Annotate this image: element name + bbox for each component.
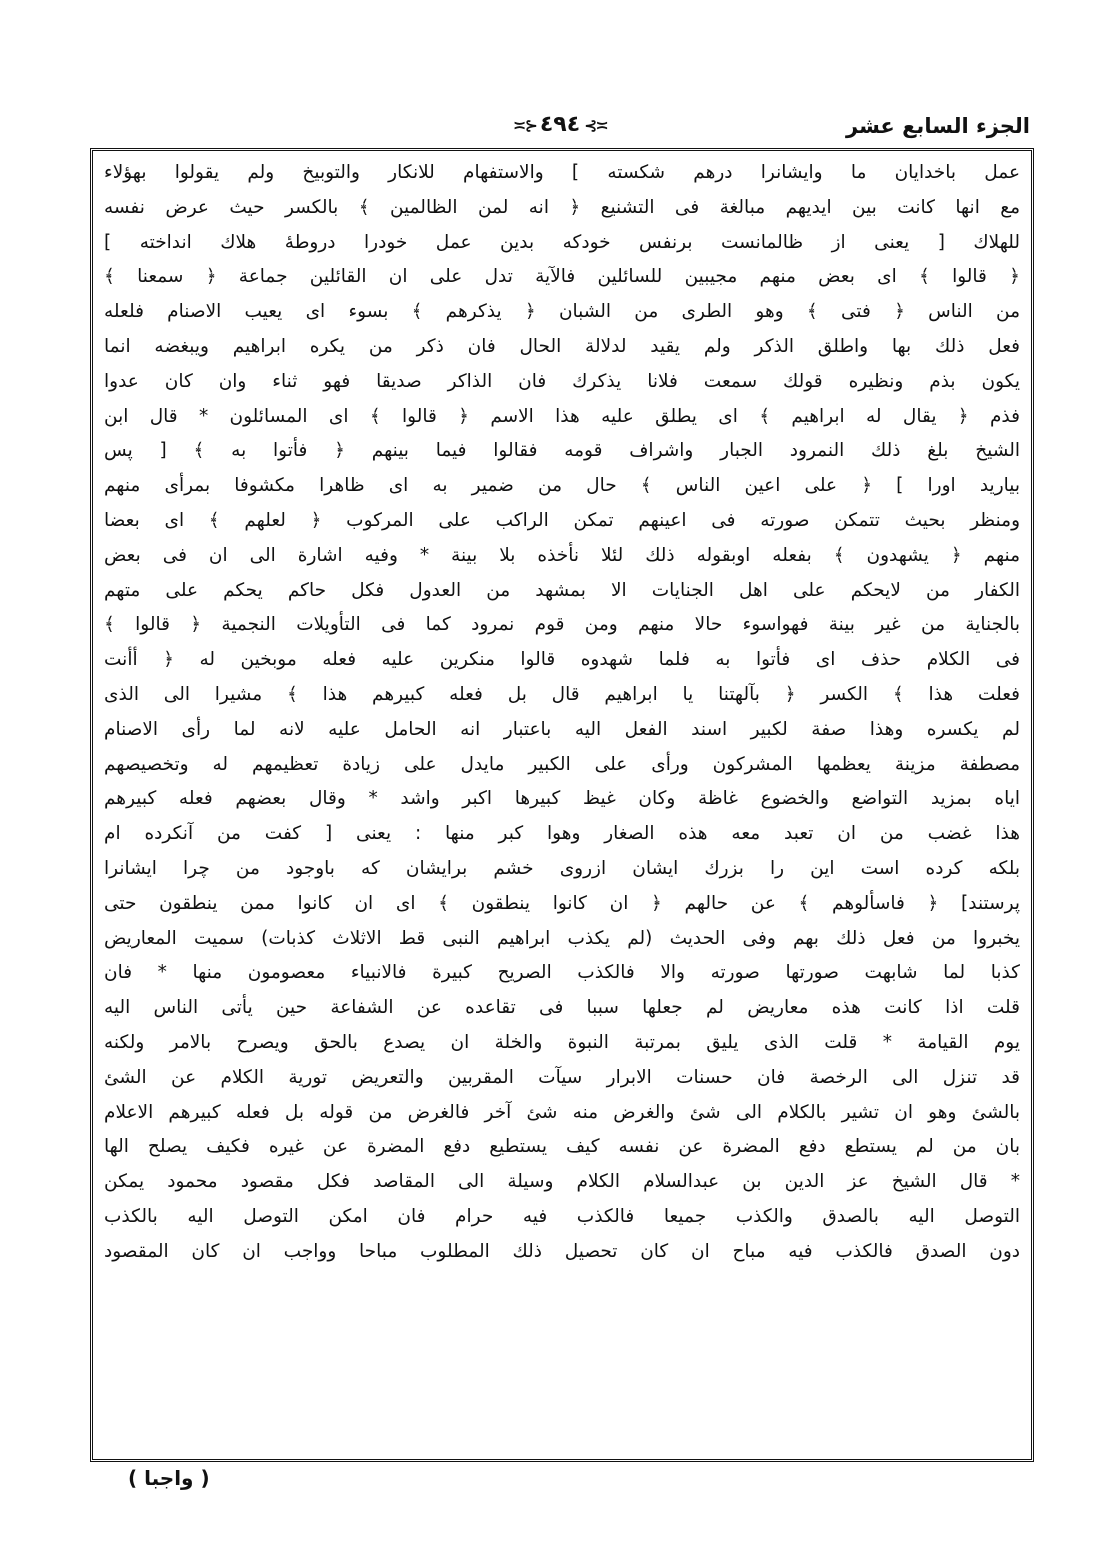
text-line: هذا غضب من ان تعبد معه هذه الصغار وهوا كبر منها : يعنى [ كفت من آنكرده ام <box>104 823 1020 845</box>
text-line: ومنظر بحيث تتمكن صورته فى اعينهم تمكن الراكب على المركوب ﴿ لعلهم ﴾ اى بعضا <box>104 509 1020 531</box>
text-line: قد تنزل الى الرخصة فان حسنات الابرار سيآت المقربين والتعريض تورية الكلام عن الشئ <box>104 1066 1020 1088</box>
text-line: فذم ﴿ يقال له ابراهيم ﴾ اى يطلق عليه هذا الاسم ﴿ قالوا ﴾ اى المسائلون * قال ابن <box>104 405 1020 427</box>
ornament-right-icon: ≍⊱ <box>584 115 607 135</box>
text-line: بالجناية من غير بينة فهواسوء حالا منهم ومن قوم نمرود كما فى التأويلات النجمية ﴿ قالوا ﴾ <box>104 614 1020 636</box>
text-line: للهلاك [ يعنى از ظالمانست برنفس خودكه بدين عمل خودرا دروطهٔ هلاك انداخته ] <box>104 231 1020 253</box>
text-line: بلكه كرده است اين را بزرك ايشان ازروى خشم برايشان كه باوجود من چرا ايشانرا <box>104 857 1020 879</box>
text-line: * قال الشيخ عز الدين بن عبدالسلام الكلام وسيلة الى المقاصد فكل مقصود محمود يمكن <box>104 1171 1020 1193</box>
text-line: عمل باخدايان ما وايشانرا درهم شكسته ] والاستفهام للانكار والتوبيخ ولم يقولوا بهؤلاء <box>104 162 1020 183</box>
text-line: اياه بمزيد التواضع والخضوع غاظة وكان غيظ كبيرها اكبر واشد * وقال بعضهم فعله كبيرهم <box>104 788 1020 810</box>
page-number-block <box>509 112 611 137</box>
text-line: يخبروا من فعل ذلك بهم وفى الحديث (لم يكذب ابراهيم النبى قط الاثلاث كذبات) سميت المعاريض <box>104 927 1020 949</box>
text-line: الشيخ بلغ ذلك النمرود الجبار واشراف قومه فقالوا فيما بينهم ﴿ فأتوا به ﴾ [ پس <box>104 440 1020 462</box>
text-line: فى الكلام حذف اى فأتوا به فلما شهدوه قالوا منكرين عليه فعله موبخين له ﴿ أأنت <box>104 649 1020 671</box>
text-line: لم يكسره وهذا صفة لكبير اسند الفعل اليه باعتبار انه الحامل عليه لانه لما رأى الاصنام <box>104 718 1020 740</box>
text-line: مع انها كانت بين ايديهم مبالغة فى التشنيع ﴿ انه لمن الظالمين ﴾ بالكسر حيث عرض نفسه <box>104 196 1020 218</box>
text-line: بان من لم يستطع دفع المضرة عن نفسه كيف يستطيع دفع المضرة عن غيره فكيف يصلح الها <box>104 1136 1020 1158</box>
text-line: قلت اذا كانت هذه معاريض لم جعلها سببا فى تقاعده عن الشفاعة حين يأتى الناس اليه <box>104 997 1020 1019</box>
text-line: كذبا لما شابهت صورتها صورته والا فالكذب الصريح كبيرة فالانبياء معصومون منها * فان <box>104 962 1020 984</box>
text-line: منهم ﴿ يشهدون ﴾ بفعله اوبقوله ذلك لئلا نأخذه بلا بينة * وفيه اشارة الى ان فى بعض <box>104 544 1020 566</box>
catchword: ( واجبا ) <box>128 1466 210 1490</box>
page-header <box>90 112 1030 146</box>
text-line: يوم القيامة * قلت الذى يليق بمرتبة النبوة والخلة ان يصدع بالحق ويصرح بالامر ولكنه <box>104 1031 1020 1053</box>
text-line: الكفار من لايحكم على اهل الجنايات الا بمشهد من العدول فكل حاكم يحكم على متهم <box>104 579 1020 601</box>
body-text <box>104 156 1020 1270</box>
text-line: بياريد اورا ] ﴿ على اعين الناس ﴾ حال من ضمير به اى ظاهرا مكشوفا بمرأى منهم <box>104 475 1020 497</box>
text-line: بالشئ وهو ان تشير بالكلام الى شئ والغرض منه شئ آخر فالغرض من قوله بل فعله كبيرهم الاعلام <box>104 1101 1020 1123</box>
ornament-left-icon: ⊰≍ <box>513 115 536 135</box>
text-line: التوصل اليه بالصدق والكذب جميعا فالكذب فيه حرام فان امكن التوصل اليه بالكذب <box>104 1205 1020 1227</box>
text-line: من الناس ﴿ فتى ﴾ وهو الطرى من الشبان ﴿ يذكرهم ﴾ بسوء اى يعيب الاصنام فلعله <box>104 301 1020 323</box>
text-line: پرستند] ﴿ فاسألوهم ﴾ عن حالهم ﴿ ان كانوا ينطقون ﴾ اى ان كانوا ممن ينطقون حتى <box>104 892 1020 914</box>
text-line: دون الصدق فالكذب فيه مباح ان كان تحصيل ذلك المطلوب مباحا وواجب ان كان المقصود <box>104 1240 1020 1262</box>
text-line: ﴿ قالوا ﴾ اى بعض منهم مجيبين للسائلين فالآية تدل على ان القائلين جماعة ﴿ سمعنا ﴾ <box>104 266 1020 288</box>
running-title: الجزء السابع عشر <box>846 114 1030 138</box>
text-line: يكون بذم ونظيره قولك سمعت فلانا يذكرك فان الذاكر صديقا فهو ثناء وان كان عدوا <box>104 370 1020 392</box>
text-line: مصطفة مزينة يعظمها المشركون ورأى على الكبير مايدل على زيادة تعظيمهم له وتخصيصهم <box>104 753 1020 775</box>
text-line: فعل ذلك بها واطلق الذكر ولم يقيد لدلالة الحال فان ذكر من يكره ابراهيم ويبغضه انما <box>104 335 1020 357</box>
page-number: ٤٩٤ <box>539 112 581 137</box>
text-line: فعلت هذا ﴾ الكسر ﴿ بآلهتنا يا ابراهيم قال بل فعله كبيرهم هذا ﴾ مشيرا الى الذى <box>104 683 1020 705</box>
